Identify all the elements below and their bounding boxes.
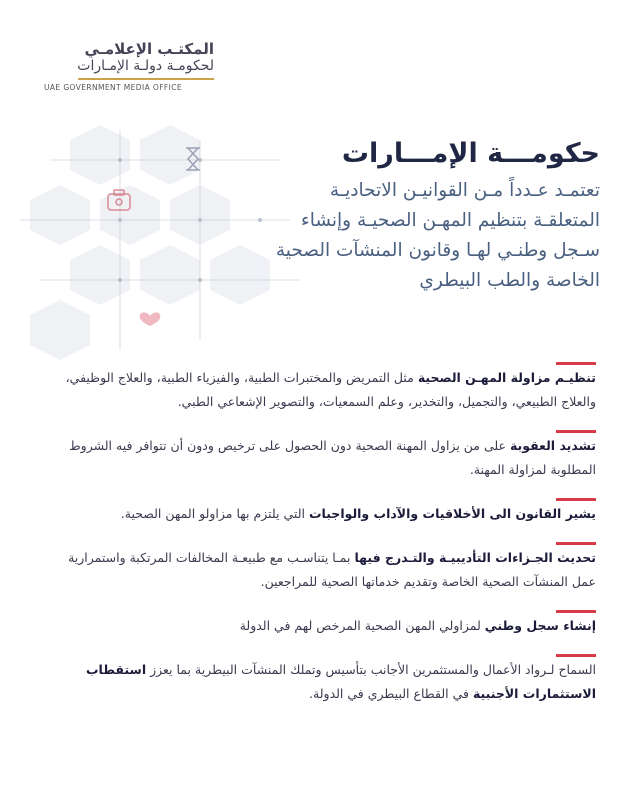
red-accent-bar	[556, 654, 596, 657]
red-accent-bar	[556, 542, 596, 545]
item-text-end: في القطاع البيطري في الدولة.	[309, 686, 473, 701]
node-dot	[198, 278, 202, 282]
list-item	[40, 434, 596, 482]
item-text: لمزاولي المهن الصحية المرخص لهم في الدولة	[239, 618, 485, 633]
logo-english: UAE GOVERNMENT MEDIA OFFICE	[44, 83, 183, 92]
hexagon-shape	[70, 245, 130, 305]
node-dot	[118, 278, 122, 282]
node-dot	[118, 218, 122, 222]
hexagon-shape	[30, 185, 90, 245]
red-accent-bar	[556, 362, 596, 365]
item-text: التي يلتزم بها مزاولو المهن الصحية.	[120, 506, 309, 521]
page-title: حكومـــة الإمـــارات	[341, 138, 600, 169]
hexagon-shape	[140, 245, 200, 305]
node-dot	[198, 218, 202, 222]
item-heading: يشير القانون الى الأخلاقيات والآداب والواجبات	[308, 506, 596, 521]
node-dot	[118, 158, 122, 162]
hexagon-shape	[30, 300, 90, 360]
list-item	[40, 546, 596, 594]
law-items-list	[40, 366, 596, 726]
list-item	[40, 366, 596, 414]
heart-icon	[140, 312, 161, 326]
red-accent-bar	[556, 430, 596, 433]
item-heading: تنظيـم مزاولة المهـن الصحية	[417, 370, 596, 385]
logo-divider	[78, 78, 214, 80]
page-subtitle: تعتمـد عـدداً مـن القوانيـن الاتحاديـة المتعلقـة بتنظيم المهـن الصحيـة وإنشاء سـجل وطنـي لهـا وقانون المنشآت الصحية الخاصة والطب البيطري	[275, 180, 600, 291]
list-item	[40, 614, 596, 638]
item-text: مثل التمريض والمختبرات الطبية، والفيزياء الطبية، والعلاج الوظيفي، والعلاج الطبيعي، والتجميل، والتخدير، وعلم السمعيات، والتصوير الإشعاعي الطبي.	[65, 370, 596, 409]
media-office-logo	[44, 40, 214, 92]
item-text: على من يزاول المهنة الصحية دون الحصول على ترخيص ودون أن تتوافر فيه الشروط المطلوبة لمزاولة المهنة.	[69, 438, 596, 477]
list-item	[40, 502, 596, 526]
logo-line-2: لحكومـة دولـة الإمـارات	[77, 58, 214, 74]
red-accent-bar	[556, 610, 596, 613]
logo-line-1: المكتـب الإعلامـي	[84, 40, 214, 58]
item-text: السماح لـرواد الأعمال والمستثمرين الأجانب بتأسيس وتملك المنشآت البيطرية بما يعزز	[146, 662, 596, 677]
item-text: بمـا يتناسـب مع طبيعـة المخالفات المرتكبة واستمرارية عمل المنشآت الصحية الخاصة وتقديم خدماتها الصحية للمراجعين.	[68, 550, 596, 589]
list-item	[40, 658, 596, 706]
item-heading: تشديد العقوبة	[509, 438, 596, 453]
red-accent-bar	[556, 498, 596, 501]
item-heading: تحديث الجـزاءات التأديبيـة والتـدرج فيها	[354, 550, 596, 565]
hexagon-shape	[70, 125, 130, 185]
item-heading: استقطاب الاستثمارات الأجنبية	[86, 662, 596, 701]
item-heading: إنشاء سجل وطني	[484, 618, 596, 633]
